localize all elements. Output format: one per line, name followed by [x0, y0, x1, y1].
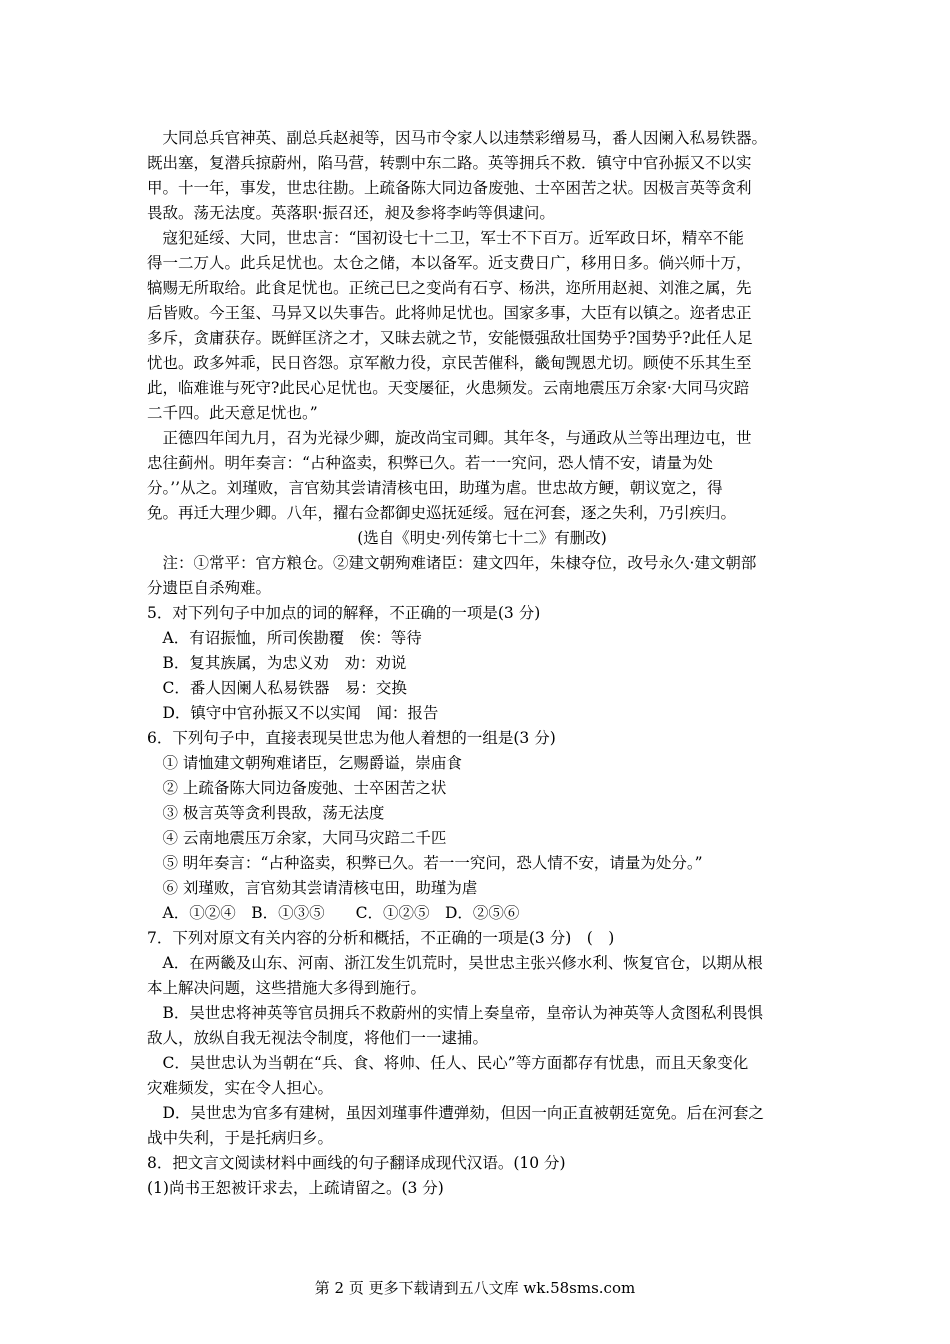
passage-line: 犒赐无所取给。此食足忧也。正统己巳之变尚有石亨、杨洪，迩所用赵昶、刘淮之属，先 [147, 279, 752, 297]
questions [147, 601, 817, 1201]
question-option-continued: 本上解决问题，这些措施大多得到施行。 [147, 979, 427, 997]
question-option-continued: 敌人，放纵自我无视法令制度，将他们一一逮捕。 [147, 1029, 489, 1047]
note-line: 分遗臣自杀殉难。 [147, 579, 272, 597]
passage-line: 既出塞，复潜兵掠蔚州，陷马营，转剽中东二路。英等拥兵不救．镇守中官孙振又不以实 [147, 154, 752, 172]
note-line: 注：①常平：官方粮仓。②建文朝殉难诸臣：建文四年，朱棣夺位，改号永久·建文朝部 [147, 554, 757, 572]
question-option: B．吴世忠将神英等官员拥兵不救蔚州的实情上奏皇帝，皇帝认为神英等人贪图私利畏惧 [147, 1004, 763, 1022]
question-8-stem: 8．把文言文阅读材料中画线的句子翻译成现代汉语。(10 分) [147, 1154, 566, 1172]
passage [147, 126, 817, 526]
question-option: A．有诏振恤，所司俟勘覆 俟：等待 [147, 629, 422, 647]
question-item: ③ 极言英等贪利畏敌，荡无法度 [147, 804, 385, 822]
question-option: C．吴世忠认为当朝在“兵、食、将帅、任人、民心”等方面都存有忧患，而且天象变化 [147, 1054, 749, 1072]
passage-line: 正德四年闰九月，召为光禄少卿，旋改尚宝司卿。其年冬，与通政从兰等出理边屯，世 [147, 429, 752, 447]
question-5-stem: 5．对下列句子中加点的词的解释，不正确的一项是(3 分) [147, 604, 541, 622]
question-item: ⑤ 明年奏言：“占种盗卖，积弊已久。若一一究问，恐人情不安，请量为处分。” [147, 854, 703, 872]
question-option-continued: 灾难频发，实在令人担心。 [147, 1079, 334, 1097]
question-option: B．复其族属，为忠义劝 劝：劝说 [147, 654, 407, 672]
passage-line: 寇犯延绥、大同，世忠言：“国初设七十二卫，军士不下百万。近军政日坏，精卒不能 [147, 229, 744, 247]
passage-line: 畏敌。荡无法度。英落职·振召还，昶及参将李屿等俱逮问。 [147, 204, 555, 222]
page-footer: 第 2 页 更多下载请到五八文库 wk.58sms.com [314, 1279, 636, 1297]
passage-line: 甲。十一年，事发，世忠往勘。上疏备陈大同边备废弛、士卒困苦之状。因极言英等贪利 [147, 179, 752, 197]
passage-line: 分。’’从之。刘瑾败，言官劾其尝请清核屯田，助瑾为虐。世忠故方鲠，朝议宽之，得 [147, 479, 723, 497]
question-option: C．番人因阑人私易铁器 易：交换 [147, 679, 407, 697]
question-7-stem: 7．下列对原文有关内容的分析和概括，不正确的一项是(3 分) ( ) [147, 929, 615, 947]
question-item: ⑥ 刘瑾败，言官劾其尝请清核屯田，助瑾为虐 [147, 879, 478, 897]
question-item: ② 上疏备陈大同边备废弛、士卒困苦之状 [147, 779, 447, 797]
passage-line: 免。再迁大理少卿。八年，擢右佥都御史巡抚延绥。冠在河套，逐之失利，乃引疾归。 [147, 504, 737, 522]
passage-line: 忧也。政多舛乖，民日咨怨。京军敝力役，京民苦催科，畿甸觊恩尤切。顾使不乐其生至 [147, 354, 752, 372]
question-item: ④ 云南地震压万余家，大同马灾踣二千匹 [147, 829, 447, 847]
question-option: A．在两畿及山东、河南、浙江发生饥荒时，吴世忠主张兴修水利、恢复官仓，以期从根 [147, 954, 763, 972]
passage-line: 后皆败。今王玺、马异又以失事告。此将帅足忧也。国家多事，大臣有以镇之。迩者忠正 [147, 304, 752, 322]
passage-line: 此，临难谁与死守?此民心足忧也。天变屡征，火患频发。云南地震压万余家·大同马灾踣 [147, 379, 750, 397]
passage-line: 得一二万人。此兵足忧也。太仓之储，本以备军。近支费日广，移用日多。倘兴师十万， [147, 254, 752, 272]
question-item: ① 请恤建文朝殉难诸臣，乞赐爵谥，崇庙食 [147, 754, 462, 772]
question-option: D．镇守中官孙振又不以实闻 闻：报告 [147, 704, 439, 722]
document-page [147, 126, 817, 1201]
question-8-subitem: (1)尚书王恕被讦求去，上疏请留之。(3 分) [147, 1179, 444, 1197]
passage-line: 忠往蓟州。明年奏言：“占种盗卖，积弊已久。若一一究问，恐人情不安，请量为处 [147, 454, 713, 472]
notes [147, 551, 817, 601]
question-option: D．吴世忠为官多有建树，虽因刘瑾事件遭弹劾，但因一向正直被朝廷宽免。后在河套之 [147, 1104, 764, 1122]
question-option-continued: 战中失利，于是托病归乡。 [147, 1129, 334, 1147]
passage-line: 大同总兵官神英、副总兵赵昶等，因马市令家人以违禁彩缯易马，番人因阑入私易铁器。 [147, 129, 768, 147]
source-citation: (选自《明史·列传第七十二》有删改) [357, 529, 607, 547]
question-option: A．①②④ B．①③⑤ C．①②⑤ D．②⑤⑥ [147, 904, 520, 922]
passage-line: 多斥，贪庸获存。既鲜匡济之才，又昧去就之节，安能慑强敌壮国势乎?国势乎?此任人足 [147, 329, 753, 347]
question-6-stem: 6．下列句子中，直接表现吴世忠为他人着想的一组是(3 分) [147, 729, 556, 747]
passage-line: 二千四。此天意足忧也。” [147, 404, 318, 422]
